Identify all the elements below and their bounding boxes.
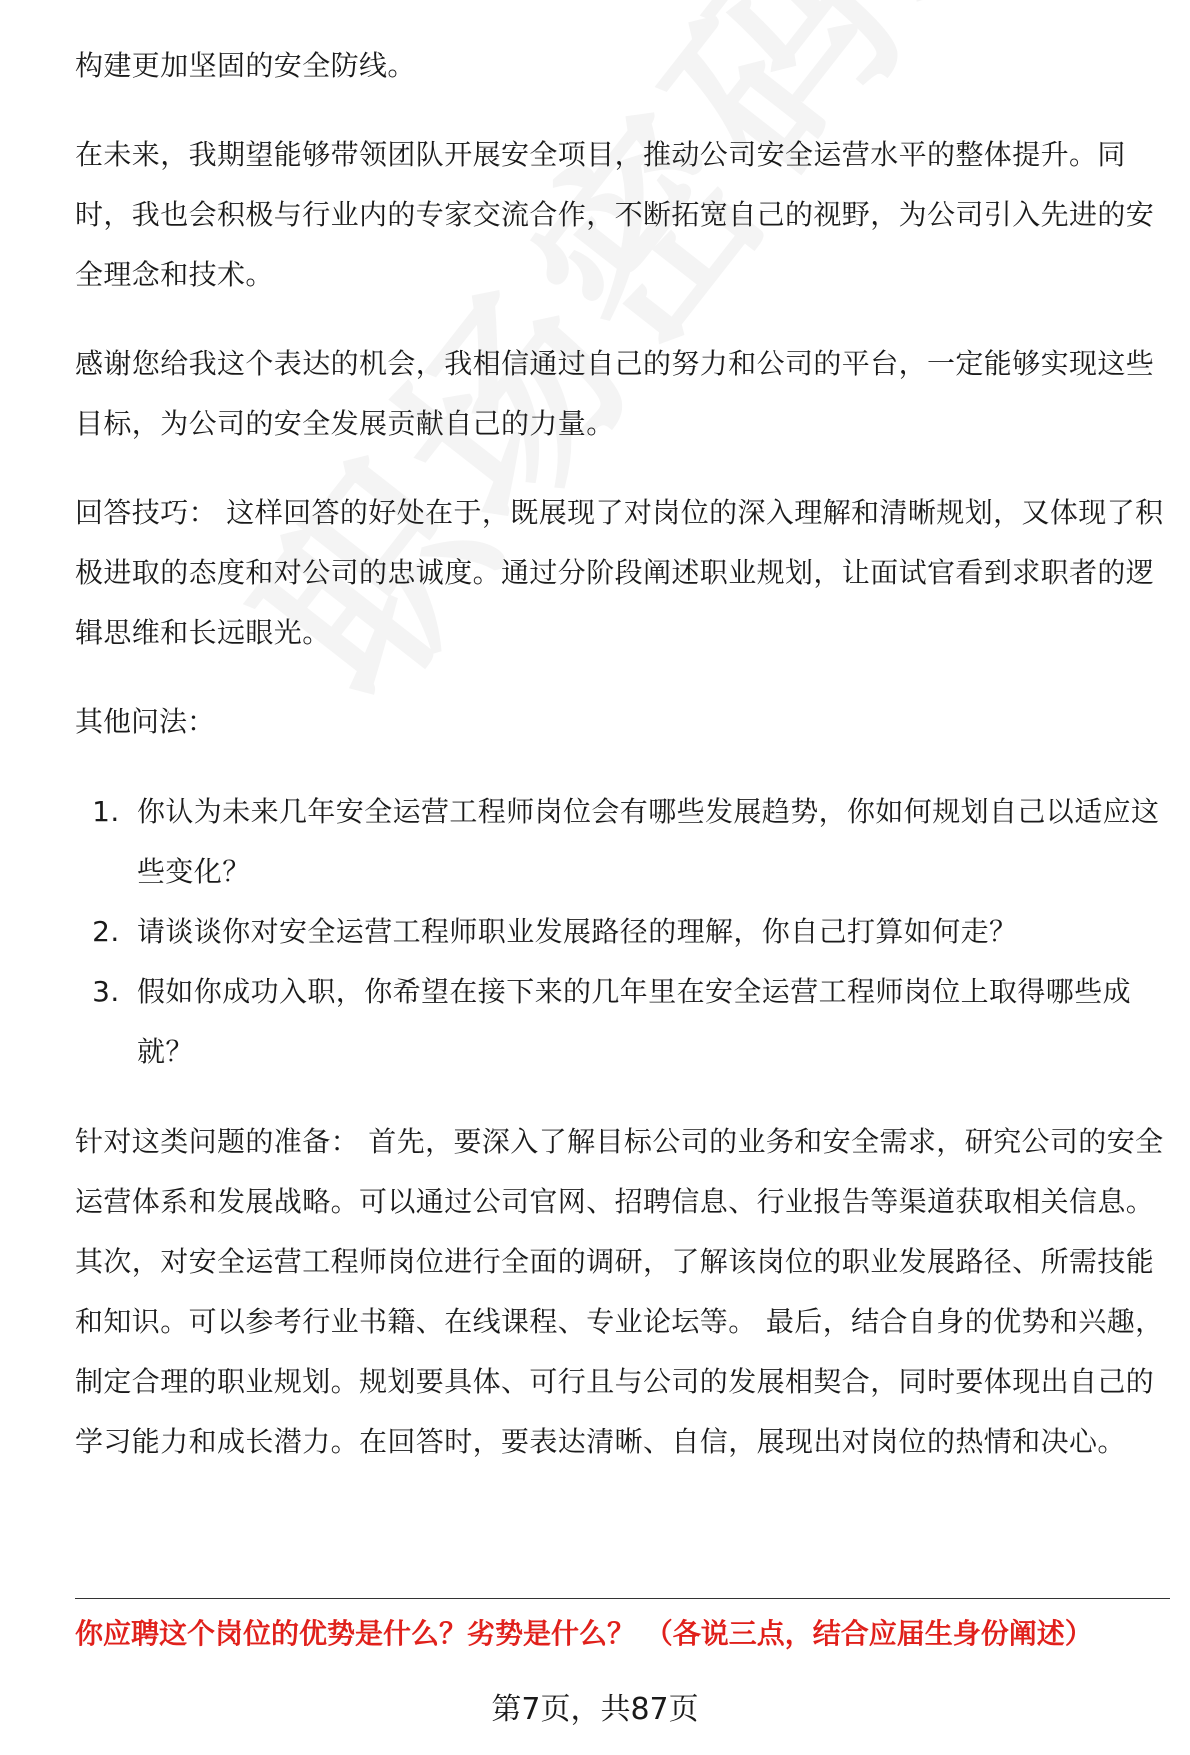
list-item: 2. 请谈谈你对安全运营工程师职业发展路径的理解，你自己打算如何走？ bbox=[129, 902, 1170, 962]
page-number: 第7页，共87页 bbox=[491, 1692, 699, 1727]
paragraph-continuation: 构建更加坚固的安全防线。 bbox=[75, 49, 416, 82]
next-question-title: 你应聘这个岗位的优势是什么？劣势是什么？ （各说三点，结合应届生身份阐述） bbox=[75, 1617, 1093, 1650]
paragraph-future-goals: 在未来，我期望能够带领团队开展安全项目，推动公司安全运营水平的整体提升。同时，我也会积极与行业内的专家交流合作，不断拓宽自己的视野，为公司引入先进的安全理念和技术。 bbox=[75, 138, 1155, 291]
paragraph-answer-tips: 回答技巧： 这样回答的好处在于，既展现了对岗位的深入理解和清晰规划，又体现了积极进取的态度和对公司的忠诚度。通过分阶段阐述职业规划，让面试官看到求职者的逻辑思维和长远眼光。 bbox=[75, 496, 1164, 649]
list-item: 1. 你认为未来几年安全运营工程师岗位会有哪些发展趋势，你如何规划自己以适应这些变化？ bbox=[129, 782, 1170, 902]
paragraph-thanks: 感谢您给我这个表达的机会，我相信通过自己的努力和公司的平台，一定能够实现这些目标，为公司的安全发展贡献自己的力量。 bbox=[75, 347, 1155, 440]
other-questions-heading: 其他问法： bbox=[75, 705, 216, 738]
page-body bbox=[75, 36, 1170, 1501]
section-divider bbox=[75, 1598, 1170, 1599]
other-questions-list bbox=[75, 782, 1170, 1082]
list-item: 3. 假如你成功入职，你希望在接下来的几年里在安全运营工程师岗位上取得哪些成就？ bbox=[129, 962, 1170, 1082]
paragraph-preparation: 针对这类问题的准备： 首先，要深入了解目标公司的业务和安全需求，研究公司的安全运营体系和发展战略。可以通过公司官网、招聘信息、行业报告等渠道获取相关信息。 其次，对安全运营工程师岗位进行全面的调研，了解该岗位的职业发展路径、所需技能和知识。可以参考行业书籍、在线课程、专业论坛等。 最后，结合自身的优势和兴趣，制定合理的职业规划。规划要具体、可行且与公司的发展相契合，同时要体现出自己的学习能力和成长潜力。在回答时，要表达清晰、自信，展现出对岗位的热情和决心。 bbox=[75, 1125, 1164, 1458]
